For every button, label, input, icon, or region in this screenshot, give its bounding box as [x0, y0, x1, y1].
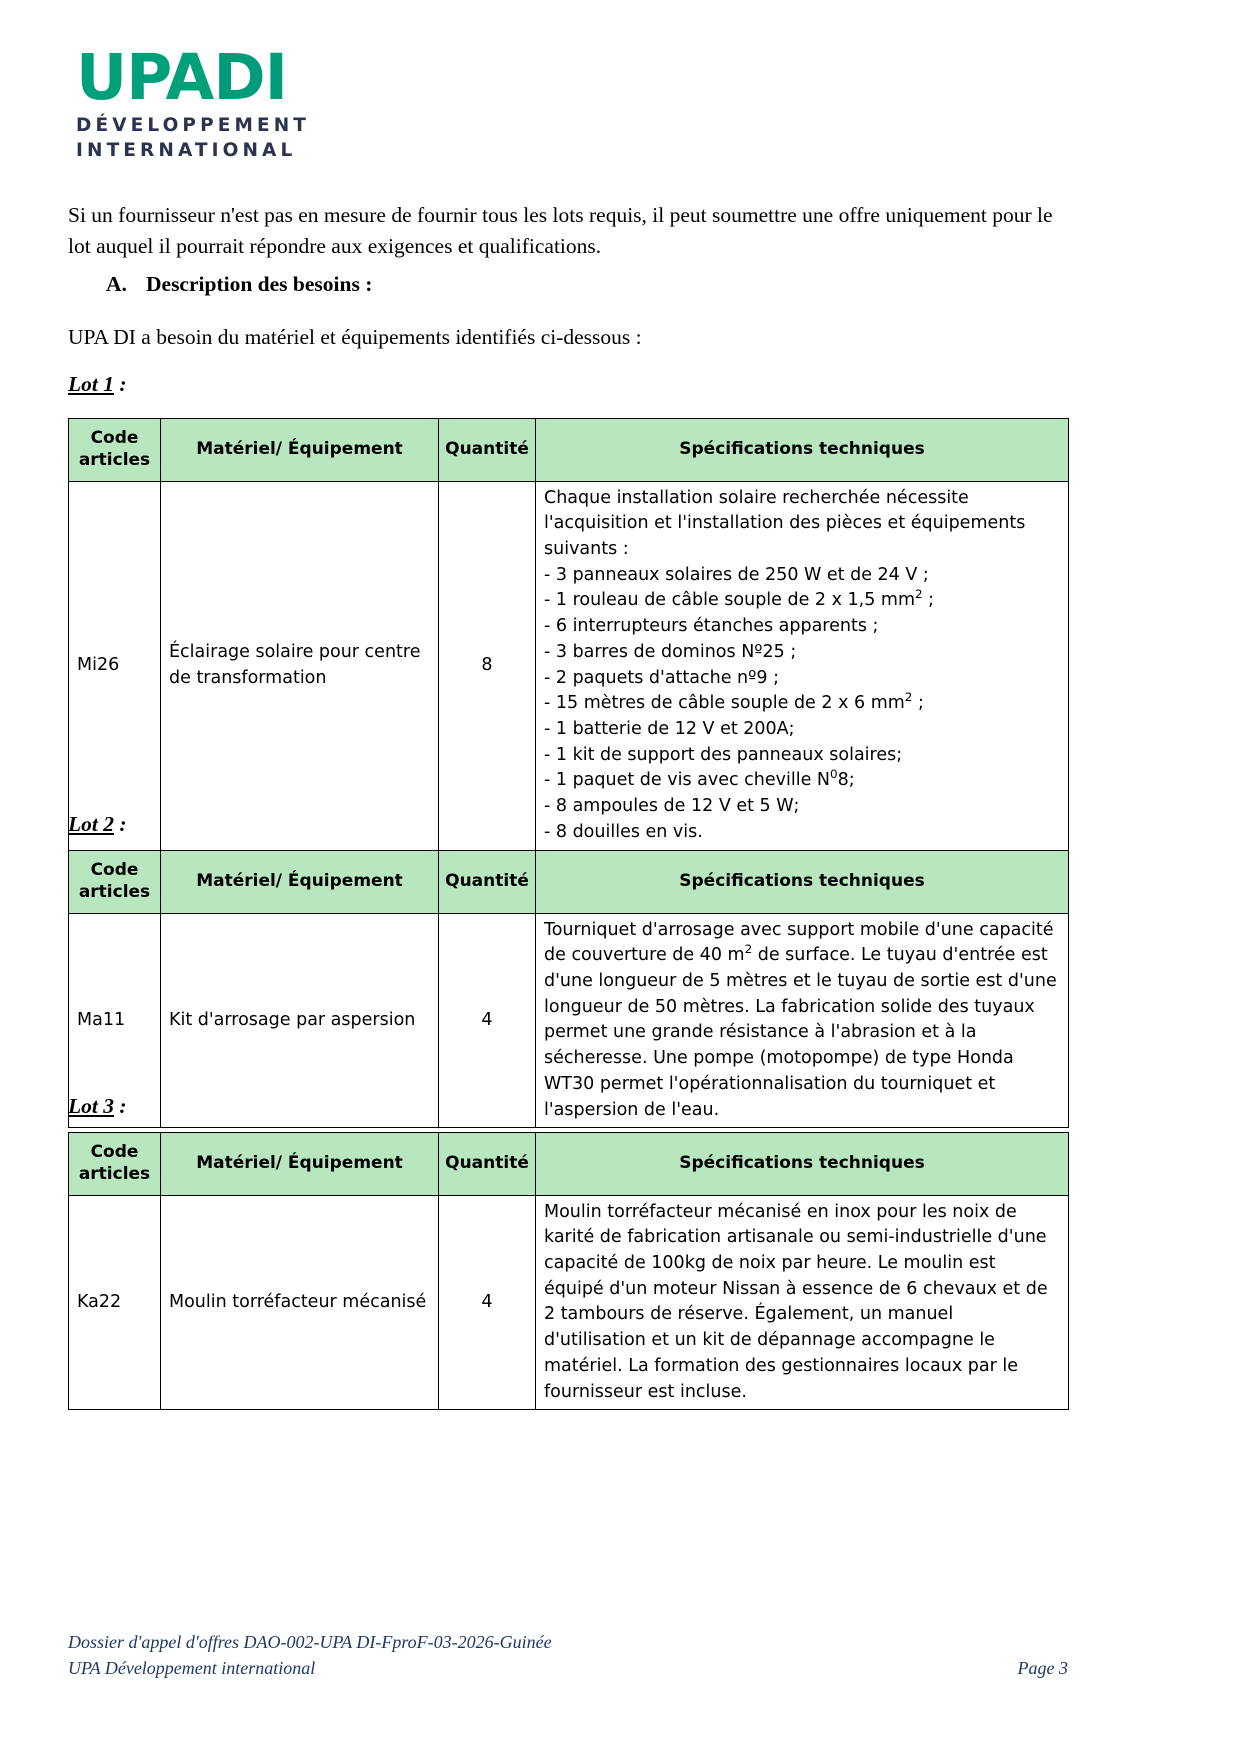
header-code-line2: articles [78, 1163, 151, 1184]
lot-label-2-text: Lot 2 [68, 812, 114, 836]
lot-1-table [68, 418, 1069, 851]
header-code-articles [69, 851, 161, 914]
logo-wordmark-di: DI [213, 41, 288, 114]
lot-3-table-body [69, 1195, 1069, 1410]
lot-label-2 [68, 812, 127, 837]
header-code-line2: articles [78, 881, 151, 902]
lot-label-3-suffix: : [113, 1094, 127, 1118]
section-heading [68, 272, 1068, 297]
lot-label-2-suffix: : [113, 812, 127, 836]
header-code-line1: Code [90, 428, 139, 448]
header-material: Matériel/ Équipement [161, 851, 439, 914]
cell-specifications: Chaque installation solaire recherchée nécessite l'acquisition et l'installation des pièces et équipements suivants : - 3 panneaux solaires de 250 W et de 24 V ; - 1 rouleau de câble souple de 2 x 1,5 $mm^2$ ; - 6 interrupteurs étanches apparents ; - 3 barres de dominos Nº25 ; - 2 paquets d'attache nº9 ; - 15 mètres de câble souple de 2 x 6 $mm^2$ ; - 1 batterie de 12 V et 200A; - 1 kit de support des panneaux solaires; - 1 paquet de vis avec cheville $N^08$; - 8 ampoules de 12 V et 5 W; - 8 douilles en vis. [536, 481, 1069, 850]
header-specifications: Spécifications techniques [536, 851, 1069, 914]
cell-specifications: Tourniquet d'arrosage avec support mobile d'une capacité de couverture de 40 $m^2$ de surface. Le tuyau d'entrée est d'une longueur de 5 mètres et le tuyau de sortie est d'une longueur de 50 mètres. La fabrication solide des tuyaux permet une grande résistance à l'abrasion et à la sécheresse. Une pompe (motopompe) de type Honda WT30 permet l'opérationnalisation du tourniquet et l'aspersion de l'eau. [536, 913, 1069, 1128]
cell-specifications: Moulin torréfacteur mécanisé en inox pour les noix de karité de fabrication artisanale ou semi-industrielle d'une capacité de 100kg de noix par heure. Le moulin est équipé d'un moteur Nissan à essence de 6 chevaux et de 2 tambours de réserve. Également, un manuel d'utilisation et un kit de dépannage accompagne le matériel. La formation des gestionnaires locaux par le fournisseur est incluse. [536, 1195, 1069, 1410]
lot-label-1 [68, 372, 127, 397]
header-code-line1: Code [90, 860, 139, 880]
footer-reference: Dossier d'appel d'offres DAO-002-UPA DI-FproF-03-2026-Guinée [68, 1631, 552, 1652]
logo-subtitle-developpement: DÉVELOPPEMENT [76, 114, 311, 136]
cell-quantity: 4 [439, 913, 536, 1128]
logo-wordmark [76, 41, 376, 114]
lot-label-3 [68, 1094, 127, 1119]
cell-code: Ka22 [69, 1195, 161, 1410]
cell-quantity: 4 [439, 1195, 536, 1410]
cell-code: Ma11 [69, 913, 161, 1128]
cell-material: Éclairage solaire pour centre de transformation [161, 481, 439, 850]
cell-material: Kit d'arrosage par aspersion [161, 913, 439, 1128]
intro-paragraph: Si un fournisseur n'est pas en mesure de fournir tous les lots requis, il peut soumettre une offre uniquement pour le lot auquel il pourrait répondre aux exigences et qualifications. [68, 203, 1053, 258]
header-quantity: Quantité [439, 1133, 536, 1196]
header-code-articles [69, 419, 161, 482]
needs-statement: UPA DI a besoin du matériel et équipements identifiés ci-dessous : [68, 325, 642, 349]
footer-organisation: UPA Développement international [68, 1657, 316, 1678]
cell-code: Mi26 [69, 481, 161, 850]
header-quantity: Quantité [439, 851, 536, 914]
lot-1-table-wrapper [68, 418, 1069, 851]
lot-1-table-body [69, 481, 1069, 850]
lot-label-3-text: Lot 3 [68, 1094, 114, 1118]
lot-label-1-suffix: : [113, 372, 127, 396]
section-heading-letter: A. [106, 272, 127, 296]
table-header-row [69, 1133, 1069, 1196]
lot-3-table-wrapper [68, 1132, 1069, 1410]
header-quantity: Quantité [439, 419, 536, 482]
header-code-articles [69, 1133, 161, 1196]
upadi-logo [76, 41, 376, 164]
header-material: Matériel/ Équipement [161, 1133, 439, 1196]
lot-2-table-wrapper [68, 850, 1069, 1128]
header-specifications: Spécifications techniques [536, 419, 1069, 482]
table-row [69, 913, 1069, 1128]
table-header-row [69, 419, 1069, 482]
lot-2-table [68, 850, 1069, 1128]
lot-2-table-body [69, 913, 1069, 1128]
footer-page-number: Page 3 [1017, 1657, 1068, 1678]
page-footer [68, 1629, 1068, 1681]
header-code-line1: Code [90, 1142, 139, 1162]
lot-label-1-text: Lot 1 [68, 372, 114, 396]
header-material: Matériel/ Équipement [161, 419, 439, 482]
section-heading-title: Description des besoins : [146, 272, 373, 296]
logo-subtitle-international: INTERNATIONAL [76, 139, 297, 161]
lot-3-table [68, 1132, 1069, 1410]
table-row [69, 481, 1069, 850]
cell-quantity: 8 [439, 481, 536, 850]
table-row [69, 1195, 1069, 1410]
header-specifications: Spécifications techniques [536, 1133, 1069, 1196]
cell-material: Moulin torréfacteur mécanisé [161, 1195, 439, 1410]
logo-wordmark-upa: UPA [76, 41, 214, 114]
table-header-row [69, 851, 1069, 914]
header-code-line2: articles [78, 449, 151, 470]
